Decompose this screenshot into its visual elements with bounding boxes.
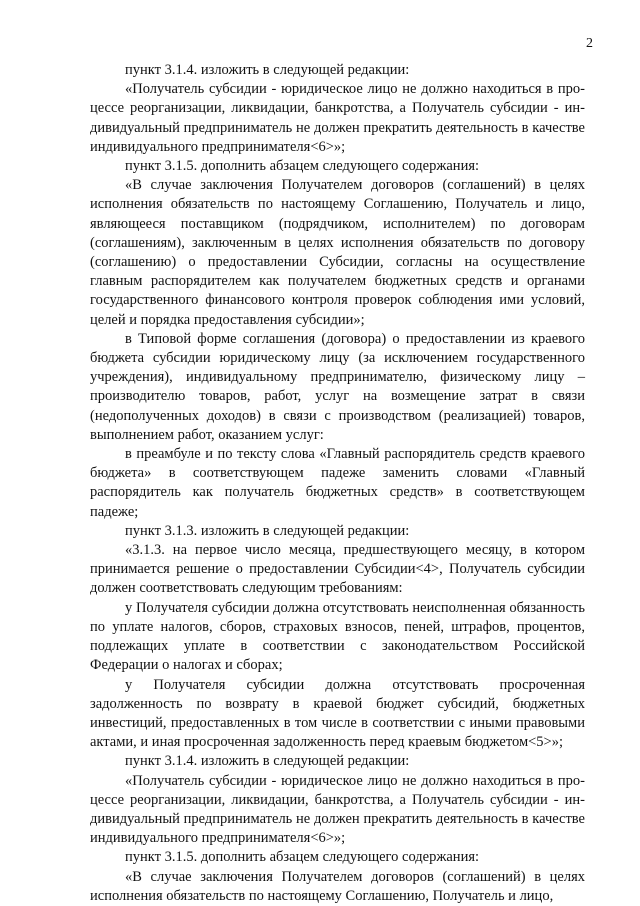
paragraph: в Типовой форме соглашения (договора) о предоставлении из краевого бюджета субсидии юридическому лицу (за исключением государственного учреждения), индивидуальному предпринимателю, физическому лицу – производителю товаров, работ, услуг на возмещение затрат в связи (недополученных доходов) в связи с производством (реализацией) товаров, выполнением работ, оказанием услуг: — [90, 330, 585, 443]
paragraph: «3.1.3. на первое число месяца, предшествующего месяцу, в котором принимается решение о предоставлении Субсидии<4>, Получатель субсидии должен соответствовать следующим требованиям: — [90, 542, 585, 597]
paragraph: пункт 3.1.4. изложить в следующей редакции: — [125, 62, 410, 78]
paragraph: у Получателя субсидии должна отсутствовать просроченная задолженность по возврату в краевой бюджет субсидий, бюджетных инвестиций, предоставленных в том числе в соответствии с иными правовыми актами, и иная просроченная задолженность перед краевым бюджетом<5>»; — [90, 676, 585, 751]
paragraph: «В случае заключения Получателем договоров (соглашений) в целях исполнения обязательств по настоящему Соглашению, Получатель и лицо, являющееся поставщиком (подрядчиком, исполнителем) по договорам (соглашениям), заключенным в целях исполнения обязательств по договору (соглашению) о предоставлении Субсидии, согласны на осуществление главным распорядителем как получателем бюджетных средств и органами государственного финансового контроля проверок соблюдения ими условий, целей и порядка предоставления субсидии»; — [90, 177, 585, 328]
paragraph: пункт 3.1.5. дополнить абзацем следующего содержания: — [125, 849, 480, 866]
document-body — [90, 61, 585, 906]
paragraph: в преамбуле и по тексту слова «Главный распорядитель средств краевого бюджета» в соответствующем падеже заменить словами «Главный распорядитель как получатель бюджетных средств» в соответствующем падеже; — [90, 446, 585, 520]
paragraph: пункт 3.1.3. изложить в следующей редакции: — [125, 522, 410, 539]
paragraph: у Получателя субсидии должна отсутствовать неисполненная обязанность по уплате налогов, сборов, страховых взносов, пеней, штрафов, процентов, подлежащих уплате в соответствии с законодательством Российской Федерации о налогах и сборах; — [90, 599, 585, 674]
paragraph: пункт 3.1.5. дополнить абзацем следующего содержания: — [125, 158, 480, 175]
paragraph: пункт 3.1.4. изложить в следующей редакции: — [125, 753, 410, 770]
paragraph: «Получатель субсидии - юридическое лицо не должно находиться в процессе реорганизации, ликвидации, банкротства, а Получатель субсидии - индивидуальный предприниматель не должен прекратить деятельность в качестве индивидуального предпринимателя<6>»; — [90, 81, 585, 155]
paragraph: «В случае заключения Получателем договоров (соглашений) в целях исполнения обязательств по настоящему Соглашению, Получатель и лицо, — [90, 868, 585, 904]
page-number: 2 — [586, 36, 593, 51]
paragraph: «Получатель субсидии - юридическое лицо не должно находиться в процессе реорганизации, ликвидации, банкротства, а Получатель субсидии - индивидуальный предприниматель не должен прекратить деятельность в качестве индивидуального предпринимателя<6>»; — [90, 772, 585, 847]
